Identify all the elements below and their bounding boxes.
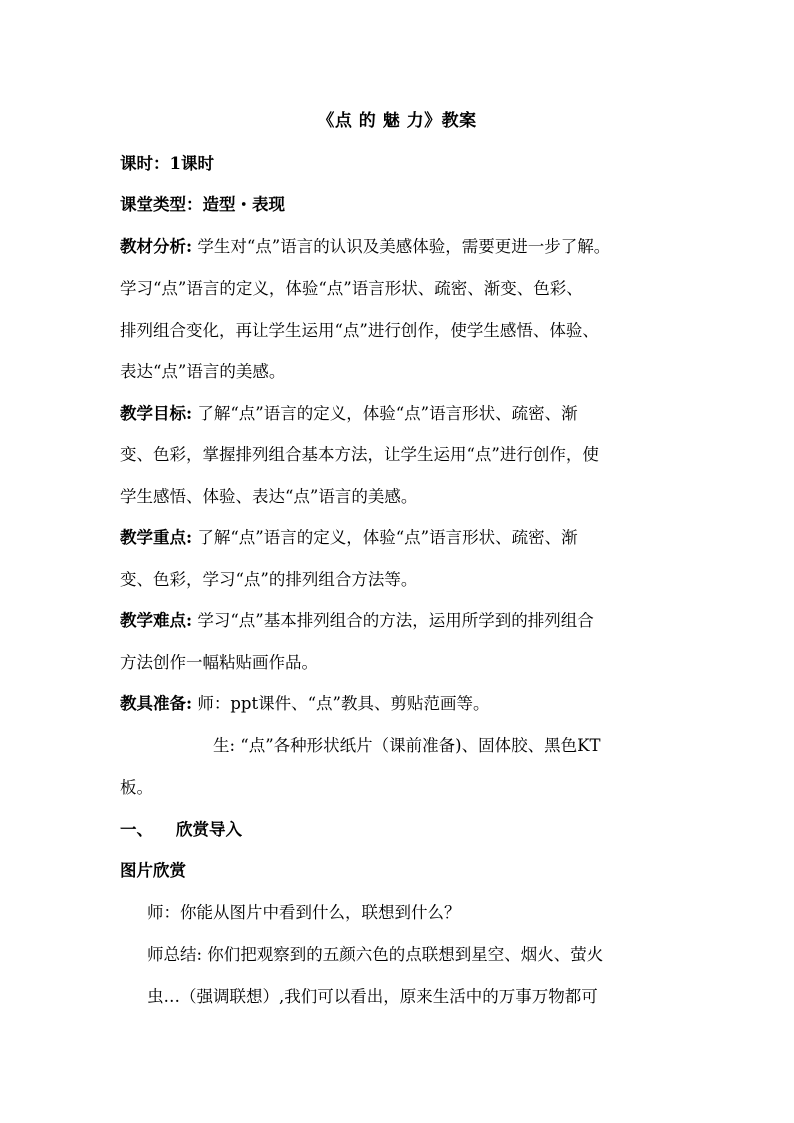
tools-student-line-2: 板。: [120, 778, 153, 797]
lesson-time: 课时：1课时: [120, 154, 214, 173]
difficulties-line-1: [120, 607, 680, 631]
tools-label: 教具准备:: [120, 694, 193, 713]
material-analysis-line-4: 表达“点”语言的美感。: [120, 362, 286, 381]
material-analysis-text: 学生对“点”语言的认识及美感体验，需要更进一步了解。: [192, 237, 611, 256]
objectives-text: 了解“点”语言的定义，体验“点”语言形状、疏密、渐: [192, 404, 578, 423]
material-analysis-line-2: 学习“点”语言的定义，体验“点”语言形状、疏密、渐变、色彩、: [120, 279, 583, 298]
section-number: 一、: [120, 820, 153, 839]
material-analysis-line-1: [120, 233, 680, 257]
teacher-summary-line-2: 虫…（强调联想）,我们可以看出，原来生活中的万事万物都可: [147, 987, 598, 1006]
difficulties-line-2: 方法创作一幅粘贴画作品。: [120, 653, 318, 672]
tools-teacher: 师：ppt课件、“点”教具、剪贴范画等。: [192, 694, 490, 713]
difficulties-label: 教学难点:: [120, 611, 193, 630]
picture-appreciation-heading: 图片欣赏: [120, 861, 186, 880]
section-heading-1: [120, 816, 680, 840]
document-title: 《点 的 魅 力》教案: [317, 111, 477, 131]
objectives-label: 教学目标:: [120, 404, 193, 423]
key-points-label: 教学重点:: [120, 528, 193, 547]
tools-line-1: [120, 690, 680, 714]
objectives-line-1: [120, 400, 680, 424]
tools-student-line-1: 生: “点”各种形状纸片（课前准备)、固体胶、黑色KT: [213, 736, 601, 755]
key-points-line-1: [120, 524, 680, 548]
teacher-summary-line-1: 师总结: 你们把观察到的五颜六色的点联想到星空、烟火、萤火: [147, 945, 604, 964]
material-analysis-line-3: 排列组合变化，再让学生运用“点”进行创作，使学生感悟、体验、: [120, 321, 599, 340]
objectives-line-3: 学生感悟、体验、表达“点”语言的美感。: [120, 487, 418, 506]
key-points-line-2: 变、色彩，学习“点”的排列组合方法等。: [120, 570, 418, 589]
teacher-question: 师：你能从图片中看到什么，联想到什么？: [147, 903, 461, 922]
material-analysis-label: 教材分析:: [120, 237, 193, 256]
objectives-line-2: 变、色彩，掌握排列组合基本方法，让学生运用“点”进行创作，使: [120, 445, 599, 464]
section-title: 欣赏导入: [176, 820, 242, 839]
key-points-text: 了解“点”语言的定义，体验“点”语言形状、疏密、渐: [192, 528, 578, 547]
difficulties-text: 学习“点”基本排列组合的方法，运用所学到的排列组合: [192, 611, 594, 630]
class-type: 课堂类型：造型・表现: [120, 195, 285, 214]
